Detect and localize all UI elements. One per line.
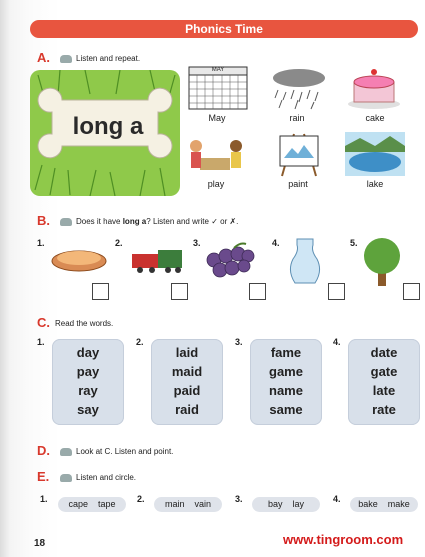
section-a-text: Listen and repeat. bbox=[76, 54, 141, 63]
tree-icon bbox=[356, 236, 408, 288]
choice-word[interactable]: bay bbox=[267, 499, 283, 509]
word: date bbox=[370, 345, 398, 360]
word: day bbox=[76, 345, 100, 360]
word: ray bbox=[78, 383, 98, 398]
item-number: 1. bbox=[37, 238, 45, 248]
cd-icon bbox=[60, 218, 72, 226]
easel-icon bbox=[270, 130, 328, 178]
choice-word[interactable]: cape bbox=[68, 499, 88, 509]
word-play: play bbox=[207, 179, 225, 189]
answer-box[interactable] bbox=[171, 283, 188, 300]
word-cake: cake bbox=[365, 113, 385, 123]
calendar-month: MAY bbox=[211, 67, 225, 73]
section-d-instruction bbox=[60, 447, 173, 456]
choice-word[interactable]: lay bbox=[292, 499, 305, 509]
word: maid bbox=[171, 364, 203, 379]
section-b-text-post: ? Listen and write ✓ or ✗. bbox=[146, 217, 239, 226]
grapes-icon bbox=[204, 240, 256, 280]
word: fame bbox=[270, 345, 302, 360]
word: name bbox=[269, 383, 303, 398]
section-c-letter: C. bbox=[37, 315, 50, 330]
answer-box[interactable] bbox=[328, 283, 345, 300]
pair-number: 3. bbox=[235, 494, 243, 504]
item-number: 3. bbox=[193, 238, 201, 248]
word: raid bbox=[175, 402, 199, 417]
word: late bbox=[372, 383, 396, 398]
section-b-text-pre: Does it have bbox=[76, 217, 121, 226]
word-pair bbox=[154, 497, 222, 512]
word: same bbox=[269, 402, 303, 417]
word: gate bbox=[370, 364, 398, 379]
page-title: Phonics Time bbox=[30, 20, 418, 38]
word-pair bbox=[350, 497, 418, 512]
word-card bbox=[151, 339, 223, 425]
section-d-letter: D. bbox=[37, 443, 50, 458]
section-d-text: Look at C. Listen and point. bbox=[76, 447, 174, 456]
word: game bbox=[269, 364, 303, 379]
kids-playing-icon bbox=[186, 136, 248, 178]
group-number: 1. bbox=[37, 337, 45, 347]
word-card bbox=[52, 339, 124, 425]
choice-word[interactable]: vain bbox=[194, 499, 212, 509]
group-number: 4. bbox=[333, 337, 341, 347]
cake-icon bbox=[346, 64, 402, 110]
answer-box[interactable] bbox=[403, 283, 420, 300]
long-a-label: long a bbox=[72, 113, 144, 140]
group-number: 3. bbox=[235, 337, 243, 347]
word-lake: lake bbox=[366, 179, 384, 189]
word-may: May bbox=[208, 113, 226, 123]
train-icon bbox=[128, 246, 188, 274]
word-card bbox=[348, 339, 420, 425]
section-b-instruction bbox=[60, 217, 238, 226]
pair-number: 4. bbox=[333, 494, 341, 504]
word-card bbox=[250, 339, 322, 425]
item-number: 2. bbox=[115, 238, 123, 248]
item-number: 5. bbox=[350, 238, 358, 248]
section-b-text-bold: long a bbox=[122, 217, 147, 226]
section-c-instruction: Read the words. bbox=[55, 319, 114, 328]
pair-number: 1. bbox=[40, 494, 48, 504]
choice-word[interactable]: bake bbox=[358, 499, 378, 509]
section-e-text: Listen and circle. bbox=[76, 473, 137, 482]
word: laid bbox=[175, 345, 199, 360]
word-paint: paint bbox=[288, 179, 308, 189]
word: paid bbox=[173, 383, 201, 398]
group-number: 2. bbox=[136, 337, 144, 347]
vase-icon bbox=[287, 237, 323, 287]
word: say bbox=[77, 402, 99, 417]
answer-box[interactable] bbox=[249, 283, 266, 300]
lake-icon bbox=[345, 132, 405, 176]
page-number: 18 bbox=[34, 538, 46, 549]
choice-word[interactable]: main bbox=[164, 499, 185, 509]
cd-icon bbox=[60, 474, 72, 482]
section-a-letter: A. bbox=[37, 50, 50, 65]
cd-icon bbox=[60, 448, 72, 456]
section-a-instruction bbox=[60, 54, 140, 63]
section-b-letter: B. bbox=[37, 213, 50, 228]
choice-word[interactable]: make bbox=[387, 499, 410, 509]
pie-icon bbox=[50, 245, 108, 277]
watermark: www.tingroom.com bbox=[283, 532, 404, 547]
word-pair bbox=[58, 497, 126, 512]
section-e-instruction bbox=[60, 473, 136, 482]
item-number: 4. bbox=[272, 238, 280, 248]
pair-number: 2. bbox=[137, 494, 145, 504]
word: rate bbox=[372, 402, 396, 417]
section-e-letter: E. bbox=[37, 469, 50, 484]
answer-box[interactable] bbox=[92, 283, 109, 300]
rain-cloud-icon bbox=[268, 66, 330, 110]
cd-icon bbox=[60, 55, 72, 63]
word-pair bbox=[252, 497, 320, 512]
choice-word[interactable]: tape bbox=[98, 499, 116, 509]
word: pay bbox=[76, 364, 100, 379]
word-rain: rain bbox=[289, 113, 305, 123]
